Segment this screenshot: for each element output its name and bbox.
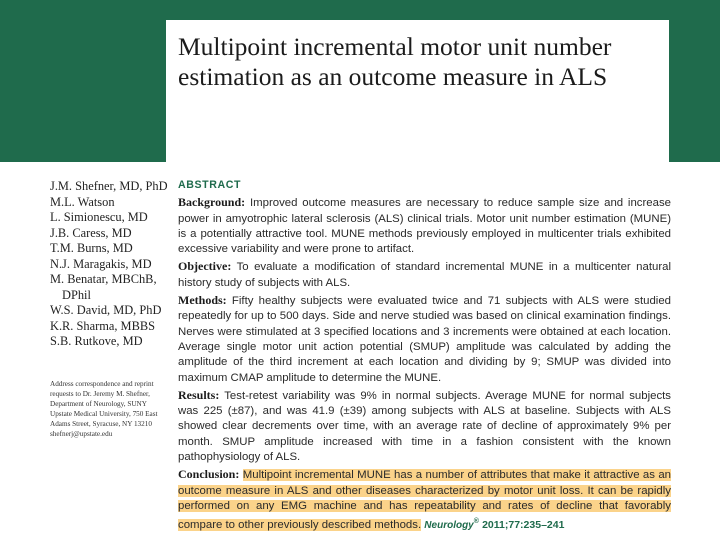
methods-text: Fifty healthy subjects were evaluated twice and 71 subjects with ALS were studied repeatedly for up to 500 days. Side and nerve studied was based on clinical examination findings. Nerves were stimulated at 3 specified locations and 3 increments were obtained at each location. Average single motor unit action potential (SMUP) amplitude was calculated by adding the amplitude of the third increment at each location and dividing by 9; SMUP was divided into maximum CMAP amplitude to determine the MUNE.: [178, 295, 671, 384]
article-title: Multipoint incremental motor unit number estimation as an outcome measure in ALS: [178, 32, 612, 91]
results-label: Results:: [178, 387, 220, 402]
objective-label: Objective:: [178, 259, 232, 274]
background-text: Improved outcome measures are necessary to reduce sample size and increase power in amyotrophic lateral sclerosis (ALS) clinical trials. Motor unit number estimation (MUNE) is a potentially attractive tool. MUNE methods previously employed in multicenter trials exhibited excessive variability and were prone to artifact.: [178, 197, 671, 256]
author: M.L. Watson: [50, 194, 115, 209]
background-section: [178, 195, 671, 257]
methods-section: [178, 293, 671, 386]
author-list: [50, 179, 175, 350]
abstract: [178, 178, 671, 533]
author: J.M. Shefner, MD, PhD: [50, 179, 168, 193]
methods-label: Methods:: [178, 293, 227, 308]
author: J.B. Caress, MD: [50, 225, 132, 240]
results-text: Test-retest variability was 9% in normal subjects. Average MUNE for normal subjects was 225 (±87), and was 41.9 (±39) among subjects with ALS at baseline. Subjects with ALS showed clear decrements over time, with an average rate of decline of approximately 9% per month. SMUP amplitude increased with time in a fashion consistent with the known pathophysiology of ALS.: [178, 389, 671, 464]
author-degree-continuation: DPhil: [62, 287, 91, 302]
author: L. Simionescu, MD: [50, 210, 148, 224]
author: W.S. David, MD, PhD: [50, 303, 162, 317]
author: K.R. Sharma, MBBS: [50, 318, 155, 333]
author: M. Benatar, MBChB,: [50, 272, 157, 286]
conclusion-label: Conclusion:: [178, 467, 240, 482]
citation-volume-pages: 2011;77:235–241: [482, 519, 565, 532]
citation-journal: Neurology: [424, 520, 474, 532]
results-section: [178, 388, 671, 465]
author: S.B. Rutkove, MD: [50, 334, 143, 348]
objective-text: To evaluate a modification of standard incremental MUNE in a multicenter natural history study of subjects with ALS.: [178, 261, 672, 289]
correspondence-note: Address correspondence and reprint requests to Dr. Jeremy M. Shefner, Department of Neurology, SUNY Upstate Medical University, 750 East Adams Street, Syracuse, NY 13210 shefnerj@upstate.edu: [50, 380, 158, 438]
objective-section: [178, 259, 671, 291]
author: T.M. Burns, MD: [50, 241, 133, 255]
author: N.J. Maragakis, MD: [50, 256, 152, 271]
citation-registered-mark: ®: [473, 518, 479, 526]
background-label: Background:: [178, 195, 246, 210]
abstract-heading: ABSTRACT: [178, 179, 242, 191]
conclusion-text-highlighted: Multipoint incremental MUNE has a number of attributes that make it attractive as an outcome measure in ALS and other diseases characterized by motor unit loss. It can be rapidly performed on any EMG machine and has repeatability and rates of decline that favorably compare to other previously described methods.: [178, 469, 671, 532]
conclusion-section: [178, 467, 671, 533]
